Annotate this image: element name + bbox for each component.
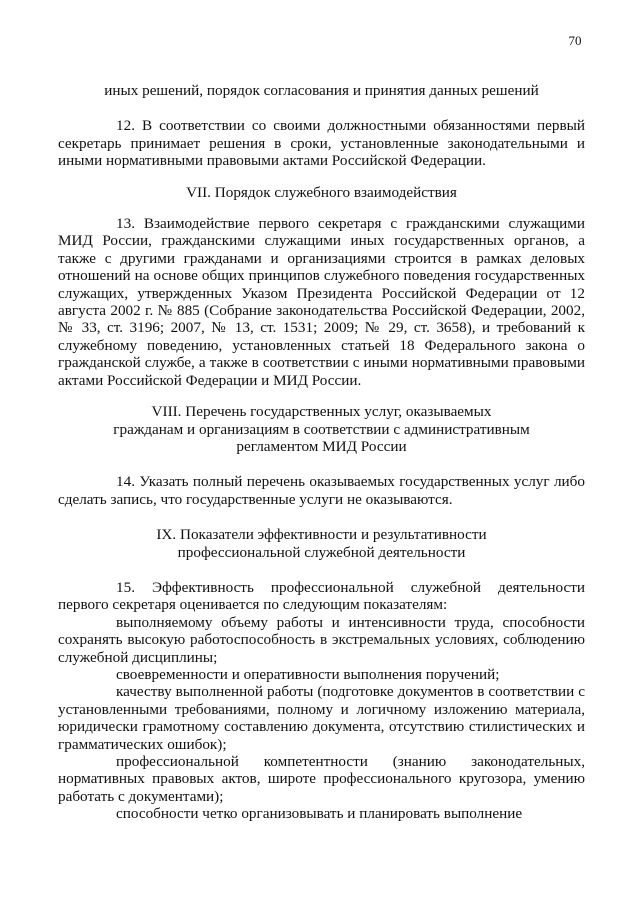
indicator-item: качеству выполненной работы (подготовке документов в соответствии с установленными требованиями, полному и логичному изложению материала, юридически грамотному составлению документа, отсутствию стилистических и грамматических ошибок); (58, 683, 585, 753)
indicator-item: выполняемому объему работы и интенсивности труда, способности сохранять высокую работоспособность в экстремальных условиях, соблюдению служебной дисциплины; (58, 613, 585, 666)
section-heading-ix (58, 526, 585, 561)
heading-line: регламентом МИД России (236, 437, 407, 455)
document-body (58, 82, 585, 823)
paragraph-12: 12. В соответствии со своими должностными обязанностями первый секретарь принимает решения в сроки, установленные законодательными и иными нормативными правовыми актами Российской Федерации. (58, 117, 585, 170)
paragraph-13: 13. Взаимодействие первого секретаря с гражданскими служащими МИД России, гражданскими служащими иных государственных органов, а также с другими гражданами и организациями строится в рамках деловых отношений на основе общих принципов служебного поведения государственных служащих, утвержденных Указом Президента Российской Федерации от 12 августа 2002 г. № 885 (Собрание законодательства Российской Федерации, 2002, № 33, ст. 3196; 2007, № 13, ст. 1531; 2009; № 29, ст. 3658), и требований к служебному поведению, установленных статьей 18 Федерального закона о гражданской службе, а также в соответствии с иными нормативными правовыми актами Российской Федерации и МИД России. (58, 215, 585, 389)
indicator-item: своевременности и оперативности выполнения поручений; (116, 665, 500, 683)
indicator-item: профессиональной компетентности (знанию законодательных, нормативных правовых актов, широте профессионального кругозора, умению работать с документами); (58, 753, 585, 805)
paragraph-14: 14. Указать полный перечень оказываемых государственных услуг либо сделать запись, что государственные услуги не оказываются. (58, 473, 585, 508)
indicator-item: способности четко организовывать и планировать выполнение (116, 805, 523, 823)
paragraph-15: 15. Эффективность профессиональной служебной деятельности первого секретаря оценивается по следующим показателям: (58, 578, 585, 614)
section-heading-vii: VII. Порядок служебного взаимодействия (186, 183, 457, 201)
continuation-line: иных решений, порядок согласования и принятия данных решений (104, 82, 539, 99)
page-number: 70 (568, 33, 582, 48)
heading-line: IX. Показатели эффективности и результативности (156, 526, 487, 544)
heading-line: VIII. Перечень государственных услуг, оказываемых (151, 403, 492, 421)
heading-line: гражданам и организациям в соответствии с административным (113, 420, 530, 438)
heading-line: профессиональной служебной деятельности (177, 543, 466, 561)
section-heading-viii (58, 403, 585, 455)
